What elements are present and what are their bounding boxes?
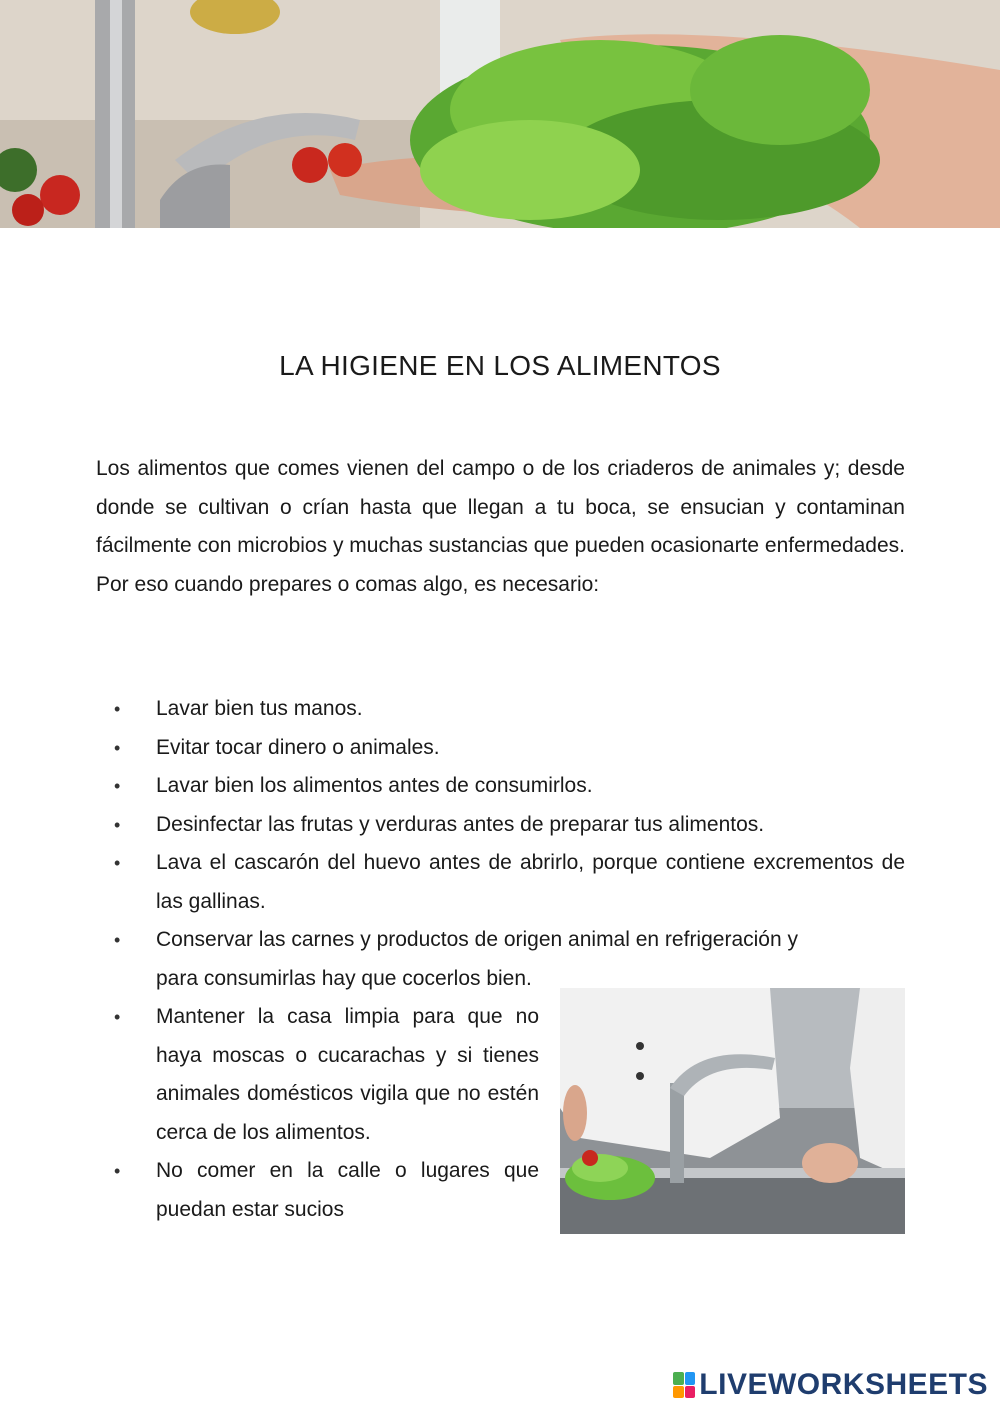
list-item-text: Lavar bien los alimentos antes de consumirlos. (156, 774, 593, 797)
list-item-text-continued: para consumirlas hay que cocerlos bien. (156, 966, 532, 990)
bullet-icon: • (114, 776, 121, 796)
list-item-text: Lava el cascarón del huevo antes de abrirlo, porque contiene excrementos de las gallinas. (156, 851, 905, 913)
list-item-text: Mantener la casa limpia para que no haya moscas o cucarachas y si tienes animales domésticos vigila que no estén cerca de los alimentos. (156, 1005, 539, 1144)
logo-tile (685, 1386, 696, 1399)
brand-name: LIVEWORKSHEETS (699, 1368, 988, 1401)
intro-paragraph: Los alimentos que comes vienen del campo o de los criaderos de animales y; desde donde se cultivan o crían hasta que llegan a tu boca, se ensucian y contaminan fácilmente con microbios y muchas sustancias que pueden ocasionarte enfermedades. Por eso cuando prepares o comas algo, es necesario: (96, 457, 905, 596)
list-item (96, 806, 905, 845)
list-item-text: No comer en la calle o lugares que puedan estar sucios (156, 1159, 539, 1221)
liveworksheets-brand[interactable] (673, 1368, 988, 1402)
vegetable-washing-illustration (0, 0, 1000, 228)
kitchen-photo (560, 988, 905, 1234)
bullet-icon: • (114, 699, 121, 719)
page-title: LA HIGIENE EN LOS ALIMENTOS (279, 350, 721, 381)
header-photo (0, 0, 1000, 228)
list-item-text: Lavar bien tus manos. (156, 697, 363, 720)
logo-tile (673, 1372, 684, 1385)
bullet-icon: • (114, 814, 121, 835)
list-item (96, 844, 905, 921)
list-item (96, 921, 905, 998)
bullet-icon: • (114, 1007, 121, 1027)
liveworksheets-logo-icon (673, 1372, 695, 1398)
bullet-icon: • (114, 930, 121, 950)
list-item (96, 729, 905, 768)
list-item (96, 767, 905, 806)
bullet-icon: • (114, 1161, 121, 1181)
bullet-icon: • (114, 737, 121, 758)
logo-tile (673, 1386, 684, 1399)
logo-tile (685, 1372, 696, 1385)
list-item (96, 690, 905, 729)
list-item-text: Evitar tocar dinero o animales. (156, 735, 440, 759)
chefs-washing-illustration (560, 988, 905, 1234)
list-item-text: Conservar las carnes y productos de origen animal en refrigeración y (156, 928, 798, 951)
bullet-icon: • (114, 853, 121, 873)
list-item-text: Desinfectar las frutas y verduras antes de preparar tus alimentos. (156, 812, 765, 836)
